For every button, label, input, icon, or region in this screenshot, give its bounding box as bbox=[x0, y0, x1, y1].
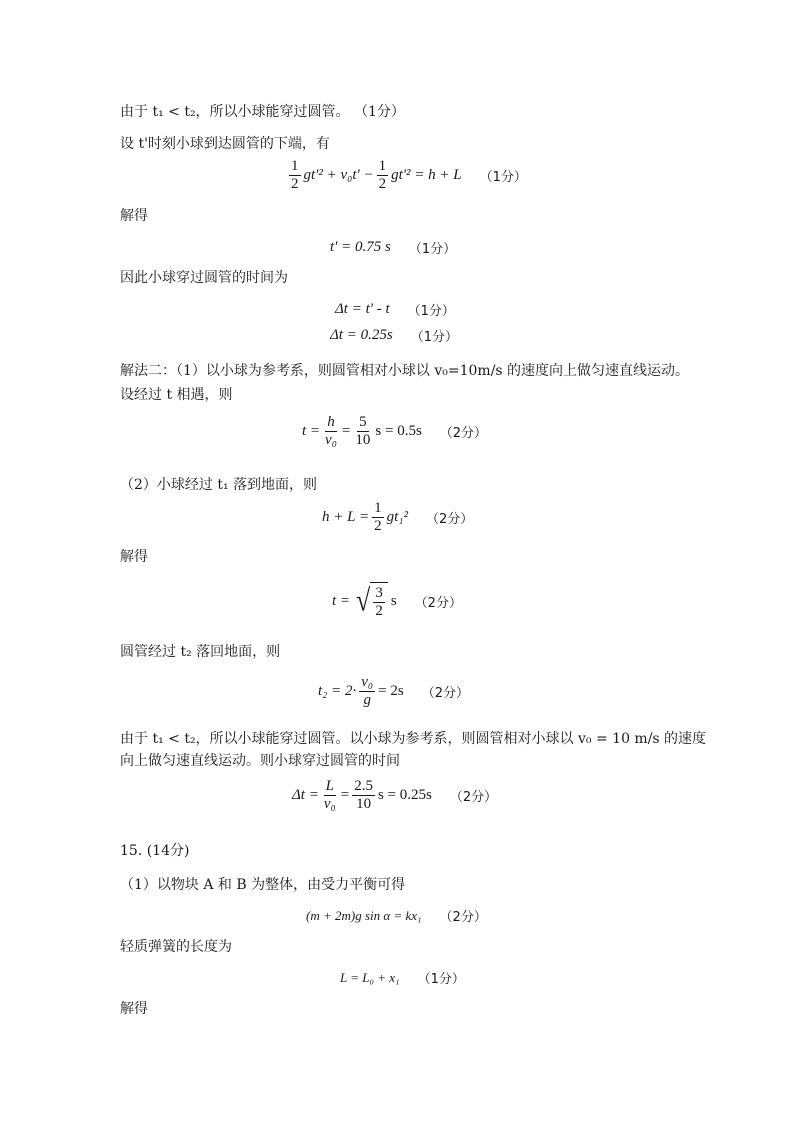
equation-8: t₂ = 2· $\frac{\text{v₀}}{g}$ = 2s （2分） bbox=[318, 674, 469, 708]
equation-6: h + L = $\frac{1}{2}$ gt₁² （2分） bbox=[322, 500, 474, 534]
text-line-14: 轻质弹簧的长度为 bbox=[120, 939, 232, 955]
fraction: $\frac{1}{2}$ bbox=[291, 158, 299, 192]
text-line-1: 由于 t₁ < t₂，所以小球能穿过圆管。 （1分） bbox=[120, 104, 405, 120]
text-line-10: 由于 t₁ < t₂，所以小球能穿过圆管。以小球为参考系，则圆管相对小球以 v₀ = 10 m/s 的速度 bbox=[120, 731, 707, 747]
text-line-9: 圆管经过 t₂ 落回地面，则 bbox=[120, 644, 281, 660]
fraction: $\frac{5}{10}$ bbox=[355, 414, 371, 448]
equation-3: Δt = t' - t （1分） bbox=[335, 301, 455, 319]
square-root bbox=[356, 582, 388, 620]
equation-2: t' = 0.75 s （1分） bbox=[330, 239, 457, 257]
equation-1 bbox=[286, 158, 527, 193]
score-label: （2分） bbox=[425, 512, 474, 527]
equation-4: Δt = 0.25s （1分） bbox=[330, 327, 458, 345]
equation-5: t = $\frac{h}{\text{v₀}}$ = $\frac{5}{10}$ s = 0.5s （2分） bbox=[302, 414, 488, 448]
fraction: $\frac{L}{\text{v₀}}$ bbox=[323, 778, 336, 812]
question-heading: 15. (14分) bbox=[120, 843, 190, 859]
text-line-4: 因此小球穿过圆管的时间为 bbox=[120, 270, 288, 286]
score-label: （2分） bbox=[449, 790, 498, 805]
equation-7: t = √ $\frac{3}{2}$ s （2分） bbox=[332, 583, 462, 619]
score-label: （1分） bbox=[408, 242, 457, 257]
fraction: $\frac{3}{2}$ bbox=[375, 585, 383, 619]
equation-term: gt'² + v₀t' − bbox=[303, 167, 374, 183]
score-label: （1分） bbox=[479, 170, 527, 185]
text-line-15: 解得 bbox=[120, 1001, 148, 1017]
text-line-2: 设 t'时刻小球到达圆管的下端，有 bbox=[120, 136, 330, 152]
text-line-7: （2）小球经过 t₁ 落到地面，则 bbox=[120, 477, 318, 493]
text-line-13: （1）以物块 A 和 B 为整体，由受力平衡可得 bbox=[120, 877, 406, 893]
score-label: （2分） bbox=[414, 595, 462, 611]
radical-sign: √ bbox=[356, 583, 371, 618]
score-label: （2分） bbox=[439, 910, 487, 925]
fraction: $\frac{1}{2}$ bbox=[378, 158, 387, 192]
fraction: $\frac{\text{v₀}}{g}$ bbox=[361, 674, 374, 708]
text-line-3: 解得 bbox=[120, 208, 148, 224]
text-line-8: 解得 bbox=[120, 549, 148, 565]
equation-10: (m + 2m)g sin α = kx₁ （2分） bbox=[306, 907, 487, 925]
equation-term: gt'² = h + L bbox=[391, 167, 462, 183]
fraction: $\frac{2.5}{10}$ bbox=[354, 778, 373, 812]
score-label: （1分） bbox=[417, 972, 465, 987]
text-line-6: 设经过 t 相遇，则 bbox=[120, 387, 233, 403]
score-label: （2分） bbox=[439, 426, 488, 441]
text-line-5: 解法二：（1）以小球为参考系，则圆管相对小球以 v₀=10m/s 的速度向上做匀速直线运动。 bbox=[120, 363, 690, 379]
text-line-11: 向上做匀速直线运动。则小球穿过圆管的时间 bbox=[120, 753, 400, 769]
equation-11: L = L₀ + x₁ （1分） bbox=[340, 969, 465, 987]
fraction: $\frac{1}{2}$ bbox=[374, 500, 382, 534]
score-label: （1分） bbox=[410, 330, 458, 345]
fraction: $\frac{h}{\text{v₀}}$ bbox=[325, 414, 337, 448]
score-label: （2分） bbox=[421, 686, 469, 701]
score-label: （1分） bbox=[407, 304, 455, 319]
equation-9: Δt = $\frac{L}{\text{v₀}}$ = $\frac{2.5}{10}$ s = 0.25s （2分） bbox=[292, 778, 498, 812]
